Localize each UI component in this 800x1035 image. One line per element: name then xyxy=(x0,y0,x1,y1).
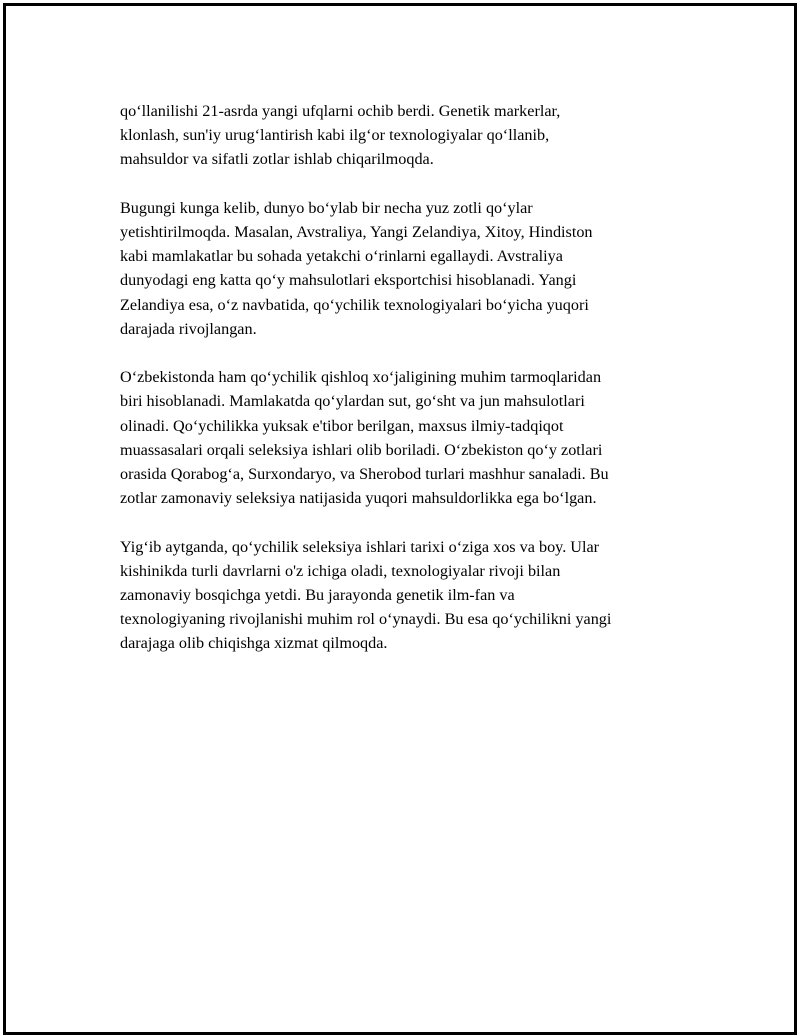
text-line: Bugungi kunga kelib, dunyo bo‘ylab bir necha yuz zotli qo‘ylar xyxy=(120,198,533,217)
text-line: Zelandiya esa, o‘z navbatida, qo‘ychilik texnologiyalari bo‘yicha yuqori xyxy=(120,295,589,314)
text-line: zotlar zamonaviy seleksiya natijasida yuqori mahsuldorlikka ega bo‘lgan. xyxy=(120,489,597,508)
paragraph-1 xyxy=(120,99,700,172)
text-line: klonlash, sun'iy urug‘lantirish kabi ilg‘or texnologiyalar qo‘llanib, xyxy=(120,126,550,145)
text-line: dunyodagi eng katta qo‘y mahsulotlari eksportchisi hisoblanadi. Yangi xyxy=(120,271,577,290)
document-body xyxy=(120,99,700,680)
text-line: O‘zbekistonda ham qo‘ychilik qishloq xo‘jaligining muhim tarmoqlaridan xyxy=(120,368,602,387)
text-line: zamonaviy bosqichga yetdi. Bu jarayonda genetik ilm-fan va xyxy=(120,586,515,605)
text-line: darajada rivojlangan. xyxy=(120,319,257,338)
text-line: yetishtirilmoqda. Masalan, Avstraliya, Yangi Zelandiya, Xitoy, Hindiston xyxy=(120,223,593,241)
text-line: olinadi. Qo‘ychilikka yuksak e'tibor berilgan, maxsus ilmiy-tadqiqot xyxy=(120,416,564,435)
text-line: kishinikda turli davrlarni o'z ichiga oladi, texnologiyalar rivoji bilan xyxy=(120,561,561,580)
text-line: kabi mamlakatlar bu sohada yetakchi o‘rinlarni egallaydi. Avstraliya xyxy=(120,247,563,266)
text-line: darajaga olib chiqishga xizmat qilmoqda. xyxy=(120,634,388,653)
paragraph-2 xyxy=(120,196,700,341)
text-line: orasida Qorabog‘a, Surxondaryo, va Sherobod turlari mashhur sanaladi. Bu xyxy=(120,465,609,484)
text-line: Yig‘ib aytganda, qo‘ychilik seleksiya ishlari tarixi o‘ziga xos va boy. Ular xyxy=(120,537,600,556)
text-line: biri hisoblanadi. Mamlakatda qo‘ylardan sut, go‘sht va jun mahsulotlari xyxy=(120,392,585,411)
text-line: mahsuldor va sifatli zotlar ishlab chiqarilmoqda. xyxy=(120,150,434,169)
paragraph-4 xyxy=(120,535,700,656)
text-line: qo‘llanilishi 21-asrda yangi ufqlarni ochib berdi. Genetik markerlar, xyxy=(120,102,561,120)
text-line: texnologiyaning rivojlanishi muhim rol o‘ynaydi. Bu esa qo‘ychilikni yangi xyxy=(120,610,612,629)
paragraph-3 xyxy=(120,365,700,510)
page-frame xyxy=(3,3,797,1035)
text-line: muassasalari orqali seleksiya ishlari olib boriladi. O‘zbekiston qo‘y zotlari xyxy=(120,440,603,459)
